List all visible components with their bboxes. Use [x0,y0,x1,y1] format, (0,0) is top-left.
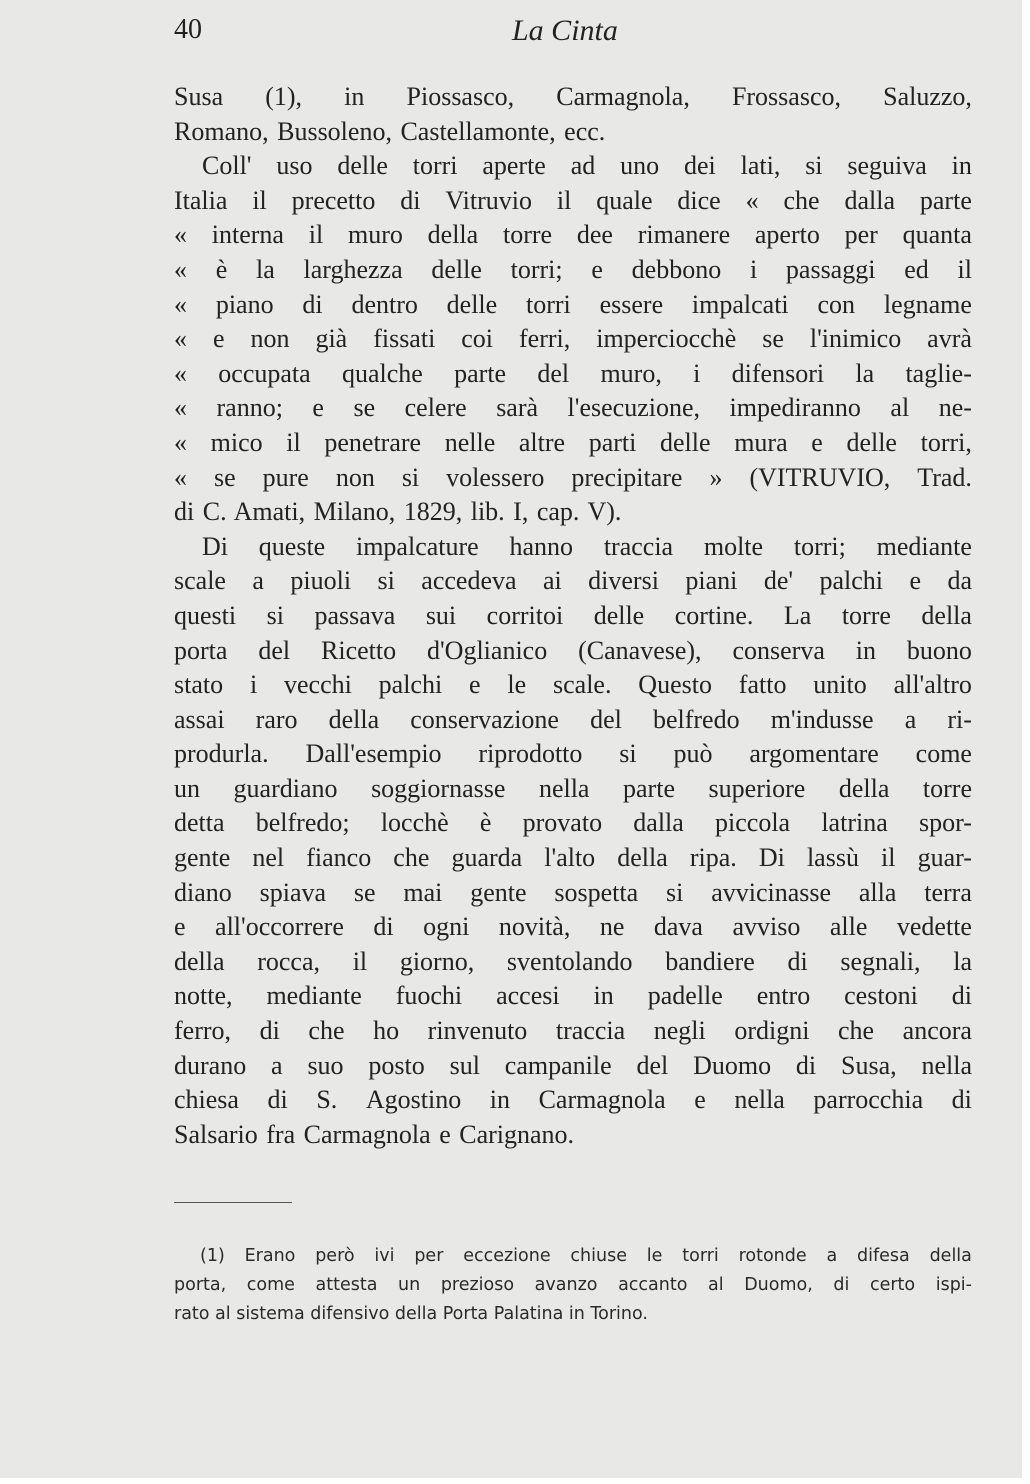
text-line: detta belfredo; locchè è provato dalla piccola latrina spor- [174,808,972,838]
page-number: 40 [174,14,202,45]
footnotes [174,1242,972,1329]
footnote-line: (1) Erano però ivi per eccezione chiuse le torri rotonde a difesa della [200,1246,972,1266]
text-line: un guardiano soggiornasse nella parte superiore della torre [174,773,972,803]
text-line: Romano, Bussoleno, Castellamonte, ecc. [174,116,606,146]
text-line: « mico il penetrare nelle altre parti delle mura e delle torri, [174,427,972,457]
text-line: « piano di dentro delle torri essere impalcati con legname [174,289,972,319]
text-line: Italia il precetto di Vitruvio il quale dice « che dalla parte [174,185,972,215]
text-line: notte, mediante fuochi accesi in padelle entro cestoni di [174,981,972,1011]
text-line: ferro, di che ho rinvenuto traccia negli ordigni che ancora [174,1016,972,1046]
footnote-line: porta, come attesta un prezioso avanzo accanto al Duomo, di certo ispi- [174,1275,972,1295]
text-line: « se pure non si volessero precipitare » (VITRUVIO, Trad. [174,462,972,492]
text-line: scale a piuoli si accedeva ai diversi piani de' palchi e da [174,566,972,596]
text-line: « ranno; e se celere sarà l'esecuzione, impediranno al ne- [174,393,972,423]
text-line: della rocca, il giorno, sventolando bandiere di segnali, la [174,946,972,976]
text-line: assai raro della conservazione del belfredo m'indusse a ri- [174,704,972,734]
text-line: diano spiava se mai gente sospetta si avvicinasse alla terra [174,877,972,907]
text-line: porta del Ricetto d'Oglianico (Canavese), conserva in buono [174,635,972,665]
text-line: « occupata qualche parte del muro, i difensori la taglie- [174,358,972,388]
text-line: questi si passava sui corritoi delle cortine. La torre della [174,600,972,630]
running-title: La Cinta [512,14,618,47]
text-line: gente nel fianco che guarda l'alto della ripa. Di lassù il guar- [174,843,972,873]
scan-margin [1022,0,1030,1484]
text-line: produrla. Dall'esempio riprodotto si può argomentare come [174,739,972,769]
text-line: « e non già fissati coi ferri, imperciocchè se l'inimico avrà [174,324,972,354]
footnote-line: rato al sistema difensivo della Porta Palatina in Torino. [174,1304,648,1324]
text-line: stato i vecchi palchi e le scale. Questo fatto unito all'altro [174,670,972,700]
text-line: Salsario fra Carmagnola e Carignano. [174,1119,575,1149]
page-header [174,14,974,50]
footnote-separator [174,1202,292,1203]
text-line: Susa (1), in Piossasco, Carmagnola, Frossasco, Saluzzo, [174,82,972,111]
text-line: « è la larghezza delle torri; e debbono i passaggi ed il [174,254,972,284]
text-line: « interna il muro della torre dee rimanere aperto per quanta [174,220,972,250]
body-text [174,80,972,1152]
text-line: e all'occorrere di ogni novità, ne dava avviso alle vedette [174,912,972,942]
text-line: di C. Amati, Milano, 1829, lib. I, cap. V). [174,497,622,527]
text-line: Di queste impalcature hanno traccia molte torri; mediante [202,531,972,561]
text-line: durano a suo posto sul campanile del Duomo di Susa, nella [174,1050,972,1080]
text-line: chiesa di S. Agostino in Carmagnola e nella parrocchia di [174,1085,972,1115]
text-line: Coll' uso delle torri aperte ad uno dei lati, si seguiva in [202,151,972,181]
